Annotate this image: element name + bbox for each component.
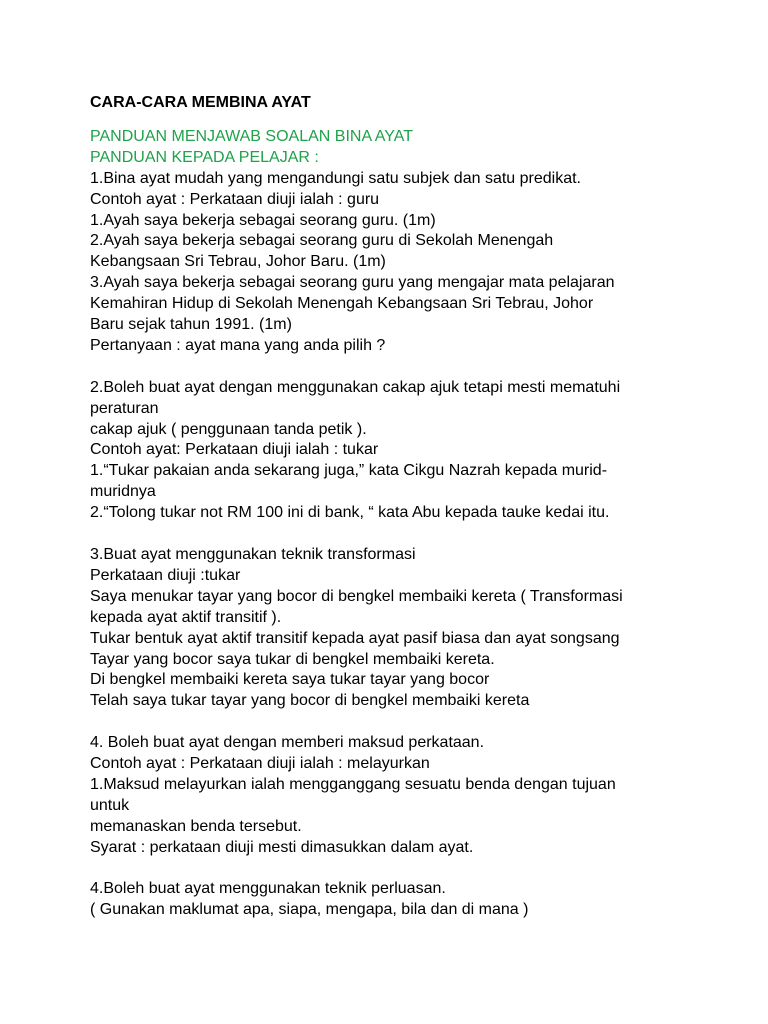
section-4 bbox=[90, 733, 730, 858]
text-line: Tukar bentuk ayat aktif transitif kepada ayat pasif biasa dan ayat songsang bbox=[90, 629, 620, 647]
text-line: Telah saya tukar tayar yang bocor di bengkel membaiki kereta bbox=[90, 692, 530, 710]
text-line: Baru sejak tahun 1991. (1m) bbox=[90, 316, 292, 334]
text-line: 2.“Tolong tukar not RM 100 ini di bank, “ kata Abu kepada tauke kedai itu. bbox=[90, 504, 610, 522]
section-1 bbox=[90, 169, 730, 357]
text-line: 1.Maksud melayurkan ialah mengganggang sesuatu benda dengan tujuan bbox=[90, 775, 616, 793]
heading-panduan-menjawab: PANDUAN MENJAWAB SOALAN BINA AYAT bbox=[90, 127, 414, 145]
text-line: Contoh ayat : Perkataan diuji ialah : guru bbox=[90, 190, 380, 208]
text-line: cakap ajuk ( penggunaan tanda petik ). bbox=[90, 420, 367, 438]
text-line: 4.Boleh buat ayat menggunakan teknik perluasan. bbox=[90, 880, 446, 898]
text-line: ( Gunakan maklumat apa, siapa, mengapa, bila dan di mana ) bbox=[90, 901, 529, 919]
text-line: muridnya bbox=[90, 483, 156, 501]
text-line: Tayar yang bocor saya tukar di bengkel membaiki kereta. bbox=[90, 650, 495, 668]
text-line: 3.Buat ayat menggunakan teknik transformasi bbox=[90, 545, 416, 563]
text-line: 4. Boleh buat ayat dengan memberi maksud perkataan. bbox=[90, 734, 485, 752]
text-line: Di bengkel membaiki kereta saya tukar tayar yang bocor bbox=[90, 671, 490, 689]
spacer bbox=[90, 859, 730, 880]
section-5 bbox=[90, 879, 730, 921]
text-line: kepada ayat aktif transitif ). bbox=[90, 608, 282, 626]
text-line: untuk bbox=[90, 796, 130, 814]
text-line: 1.“Tukar pakaian anda sekarang juga,” kata Cikgu Nazrah kepada murid- bbox=[90, 462, 608, 480]
text-line: memanaskan benda tersebut. bbox=[90, 817, 302, 835]
document-page bbox=[90, 93, 730, 921]
text-line: Syarat : perkataan diuji mesti dimasukkan dalam ayat. bbox=[90, 838, 474, 856]
section-3 bbox=[90, 545, 730, 712]
document-title: CARA-CARA MEMBINA AYAT bbox=[90, 94, 311, 111]
spacer bbox=[90, 524, 730, 545]
spacer bbox=[90, 712, 730, 733]
text-line: Saya menukar tayar yang bocor di bengkel membaiki kereta ( Transformasi bbox=[90, 587, 623, 605]
text-line: Contoh ayat: Perkataan diuji ialah : tukar bbox=[90, 441, 379, 459]
text-line: Perkataan diuji :tukar bbox=[90, 566, 241, 584]
text-line: Contoh ayat : Perkataan diuji ialah : melayurkan bbox=[90, 755, 430, 773]
text-line: 2.Boleh buat ayat dengan menggunakan cakap ajuk tetapi mesti mematuhi bbox=[90, 378, 621, 396]
text-line: 2.Ayah saya bekerja sebagai seorang guru di Sekolah Menengah bbox=[90, 232, 554, 250]
text-line: peraturan bbox=[90, 399, 159, 417]
text-line: Kebangsaan Sri Tebrau, Johor Baru. (1m) bbox=[90, 253, 386, 271]
text-line: 1.Ayah saya bekerja sebagai seorang guru. (1m) bbox=[90, 211, 436, 229]
spacer bbox=[90, 357, 730, 378]
heading-panduan-pelajar: PANDUAN KEPADA PELAJAR : bbox=[90, 148, 319, 166]
section-2 bbox=[90, 378, 730, 524]
text-line: Pertanyaan : ayat mana yang anda pilih ? bbox=[90, 336, 386, 354]
text-line: Kemahiran Hidup di Sekolah Menengah Kebangsaan Sri Tebrau, Johor bbox=[90, 295, 594, 313]
text-line: 1.Bina ayat mudah yang mengandungi satu subjek dan satu predikat. bbox=[90, 169, 581, 187]
text-line: 3.Ayah saya bekerja sebagai seorang guru yang mengajar mata pelajaran bbox=[90, 274, 615, 292]
